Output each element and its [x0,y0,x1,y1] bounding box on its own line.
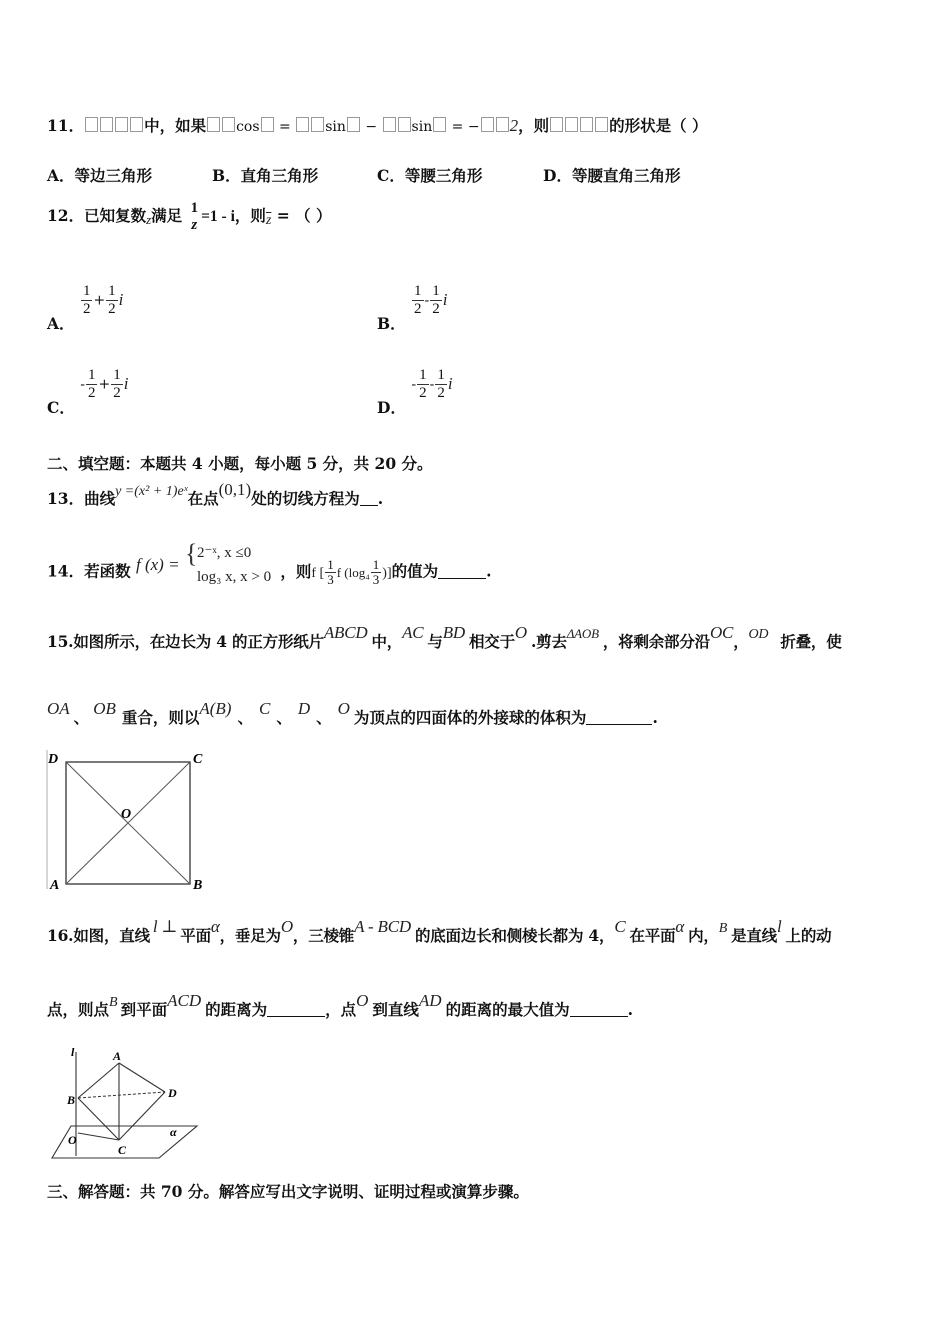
q16-tetrahedron-figure [47,1046,197,1164]
section-2-heading: 二、填空题：本题共 4 小题，每小题 5 分，共 20 分。 [47,454,433,473]
answer-blank[interactable] [360,491,378,506]
missing-glyph-icon [433,117,446,132]
label-alpha: α [170,1125,177,1139]
missing-glyph-icon [550,117,563,132]
missing-glyph-icon [115,117,128,132]
edge-cd [119,1092,165,1140]
edge-ba [78,1063,119,1098]
section-3-heading: 三、解答题：共 70 分。解答应写出文字说明、证明过程或演算步骤。 [47,1182,529,1201]
q12-option-a[interactable]: A． $\frac{1}{2}$ + $\frac{1}{2}$ i [47,283,124,333]
q11-option-b[interactable]: B．直角三角形 [212,166,319,185]
label-c: C [193,752,203,767]
q11-stem: 11． 中，如果 cos = sin − sin = − 2，则 的形状是（ ） [47,116,708,135]
missing-glyph-icon [398,117,411,132]
missing-glyph-icon [383,117,396,132]
q16-stem-line1: 16.如图，直线 l ⊥ 平面α，垂足为O，三棱锥A - BCD 的底面边长和侧棱长都为 4，C 在平面α 内，B 是直线l 上的动 [47,917,832,945]
missing-glyph-icon [496,117,509,132]
missing-glyph-icon [296,117,309,132]
missing-glyph-icon [580,117,593,132]
label-d: D [168,1086,177,1100]
answer-blank[interactable] [438,564,486,579]
label-a: A [113,1049,122,1063]
label-c: C [118,1143,127,1157]
missing-glyph-icon [261,117,274,132]
missing-glyph-icon [207,117,220,132]
q11-option-c[interactable]: C．等腰三角形 [377,166,483,185]
edge-bd-hidden [78,1092,165,1098]
missing-glyph-icon [311,117,324,132]
q15-stem-line2: OA 、 OB 重合，则以A(B) 、 C 、 D 、 O 为顶点的四面体的外接球的体积为 . [47,699,658,727]
missing-glyph-icon [595,117,608,132]
missing-glyph-icon [130,117,143,132]
label-b: B [193,878,203,893]
missing-glyph-icon [481,117,494,132]
q16-stem-line2: 点，则点B 到平面ACD 的距离为 ，点O 到直线AD 的距离的最大值为 . [47,991,634,1019]
missing-glyph-icon [347,117,360,132]
answer-blank[interactable] [570,1002,628,1017]
q12-stem: 12．已知复数z满足 1 z =1 - i，则$\overline{z}$ = （ ） [47,200,332,233]
missing-glyph-icon [85,117,98,132]
q15-stem-line1: 15.如图所示，在边长为 4 的正方形纸片ABCD 中，AC 与BD 相交于O .剪去$^{\Delta AOB}$ ，将剩余部分沿OC，OD 折叠，使 [47,623,842,651]
answer-blank[interactable] [267,1002,325,1017]
missing-glyph-icon [100,117,113,132]
label-d: D [48,752,59,767]
q11-option-d[interactable]: D．等腰直角三角形 [543,166,681,185]
q13-stem: 13．曲线y =(x² + 1)eˣ在点(0,1)处的切线方程为 . [47,480,384,508]
answer-blank[interactable] [586,710,652,725]
q11-option-a[interactable]: A．等边三角形 [47,166,153,185]
missing-glyph-icon [222,117,235,132]
q12-option-d[interactable]: D． - $\frac{1}{2}$ - $\frac{1}{2}$ i [377,367,453,417]
q14-stem: 14．若函数 f (x) = { 2⁻ˣ, x ≤0 log₃ x, x > 0 ，则f [ $\frac{1}{3}$ f (log₄ $\frac{1}{3}$ )]的值为 . [47,538,492,587]
fraction-1-over-z: 1 z [190,200,199,233]
label-b: B [67,1093,76,1107]
label-a: A [50,878,60,893]
edge-ad [119,1063,165,1092]
label-o: O [68,1133,77,1147]
q12-option-b[interactable]: B． $\frac{1}{2}$ - $\frac{1}{2}$ i [377,283,448,333]
label-l: l [71,1045,75,1059]
q12-option-c[interactable]: C． - $\frac{1}{2}$ + $\frac{1}{2}$ i [47,367,129,417]
label-o: O [121,807,132,822]
q15-square-figure [44,746,214,892]
missing-glyph-icon [565,117,578,132]
